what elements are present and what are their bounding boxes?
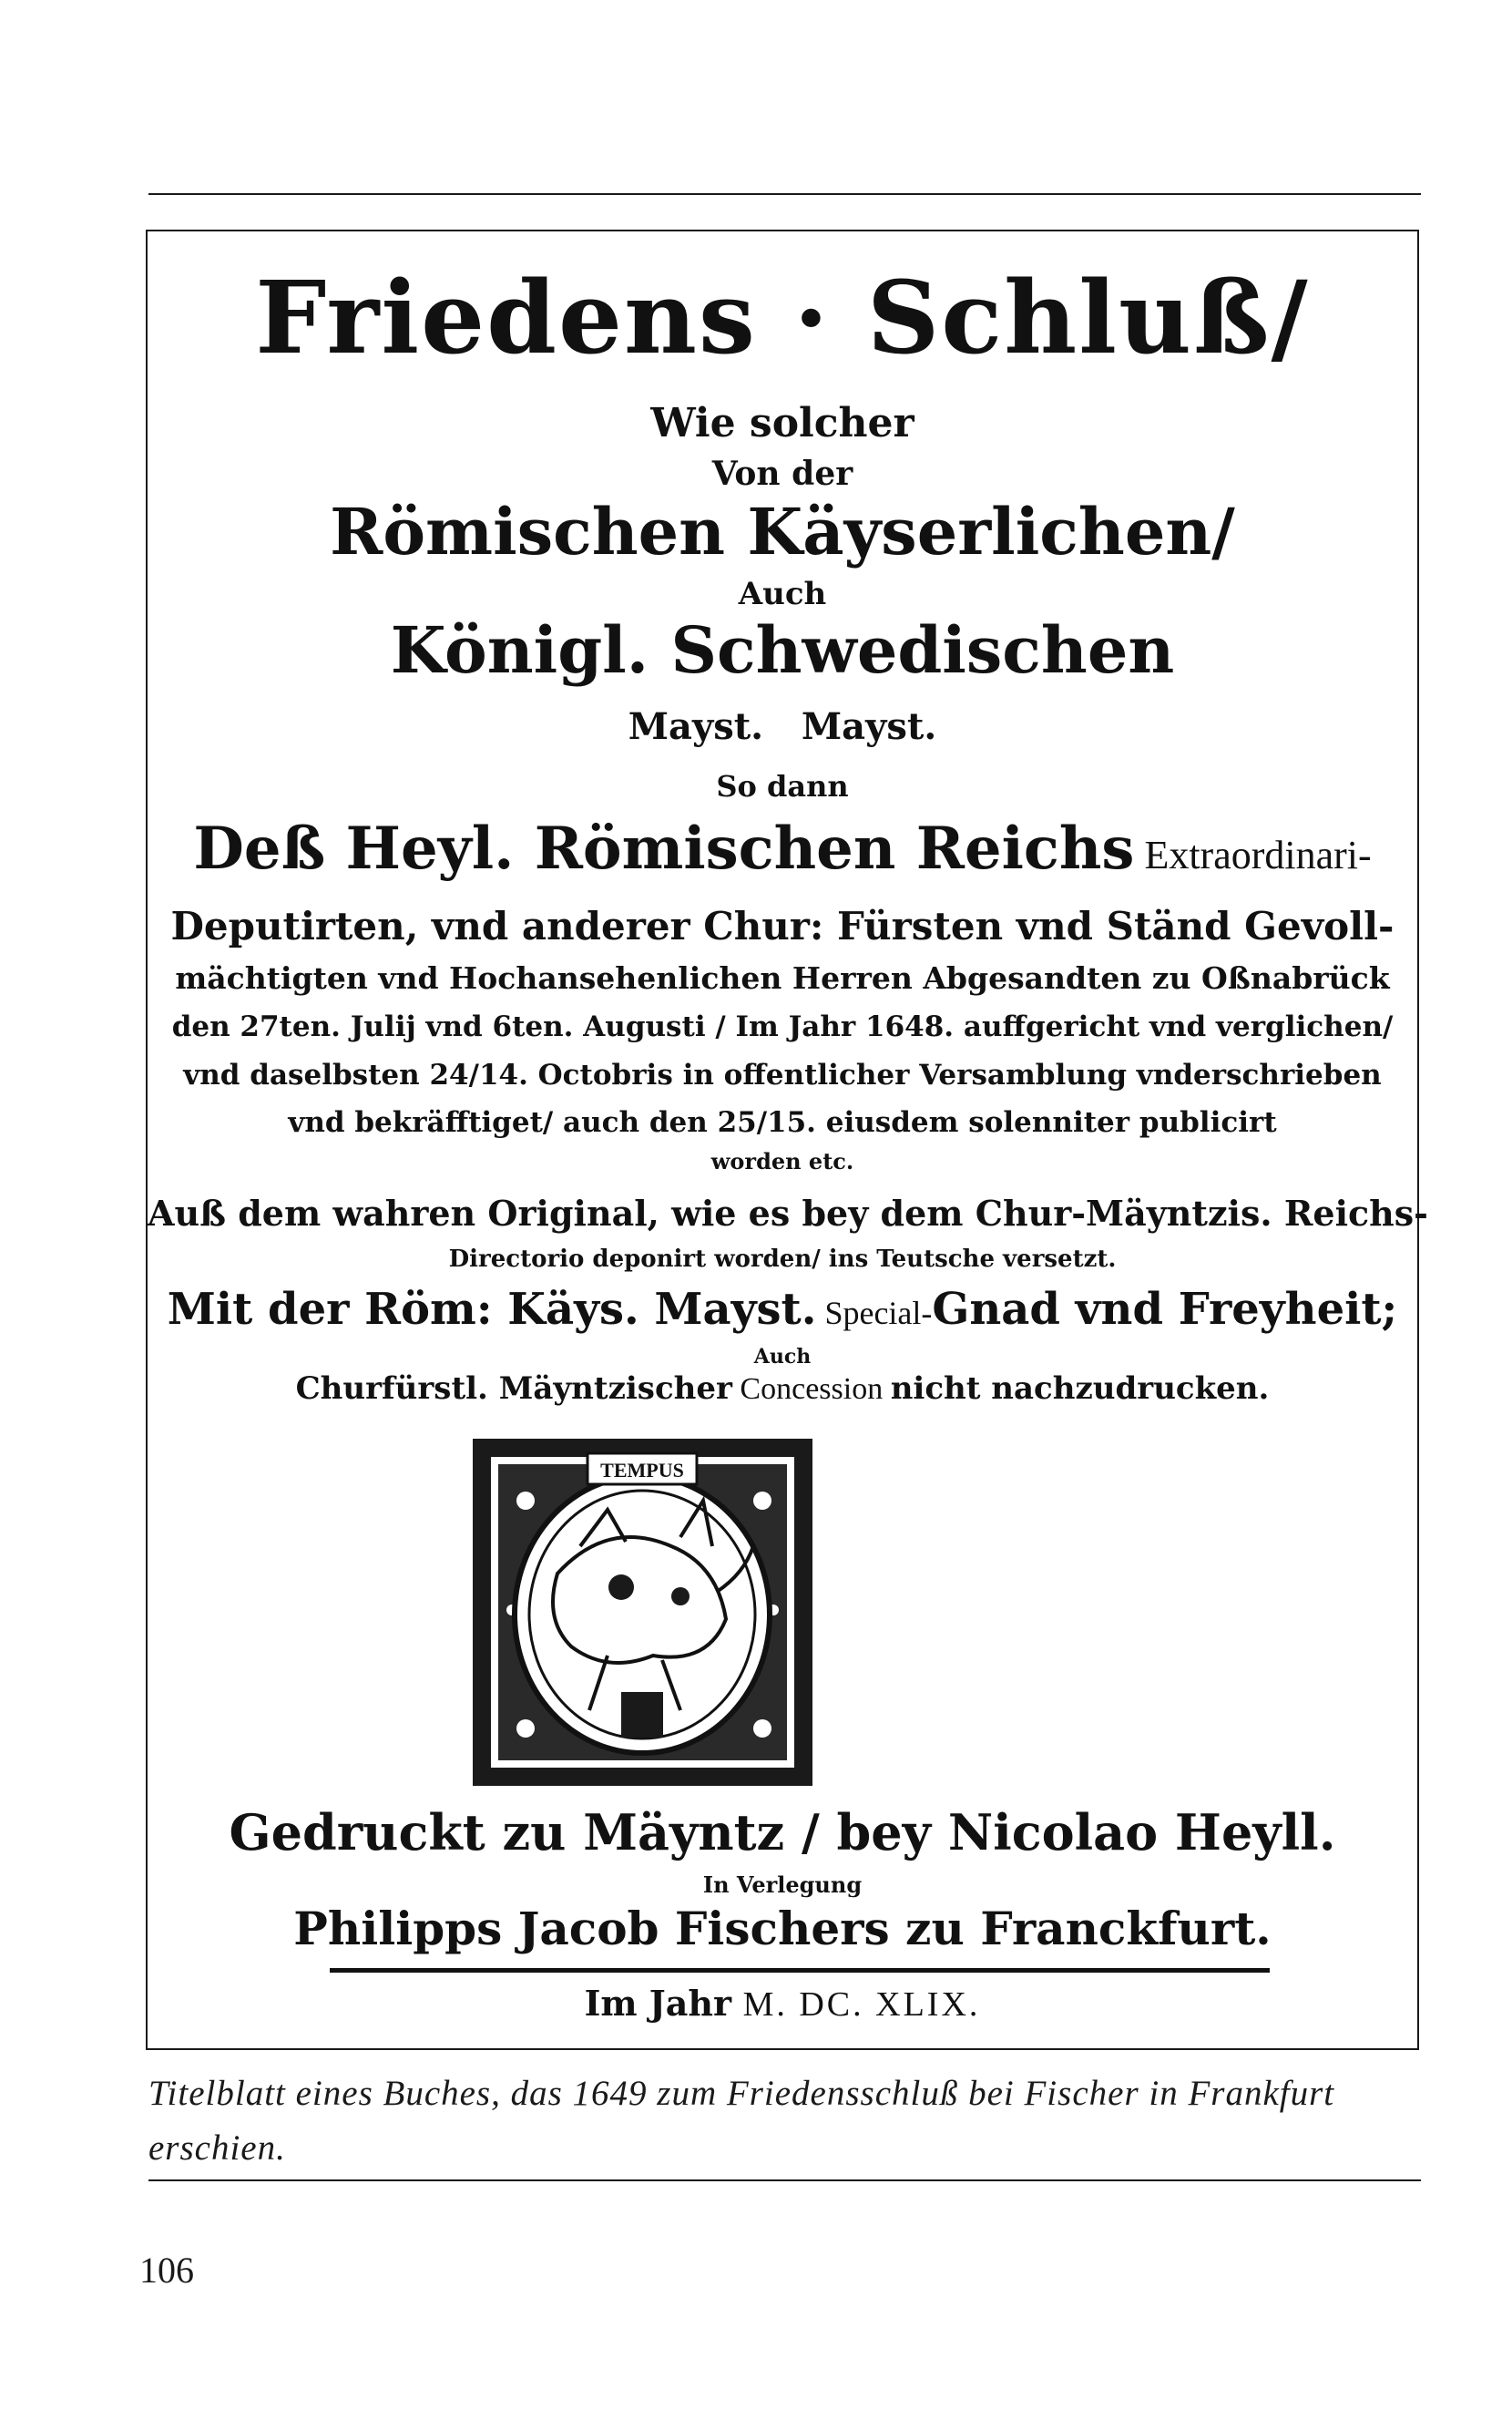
body-line-5: vnd bekräfftiget/ auch den 25/15. eiusdem solenniter publicirt [288, 1106, 1277, 1139]
privilege-roman: Special- [816, 1295, 933, 1331]
bottom-rule [148, 2179, 1421, 2181]
concession-fraktur-2: nicht nachzudrucken. [890, 1370, 1270, 1407]
subtitle-line-2: Von der [711, 455, 853, 493]
figure-caption: Titelblatt eines Buches, das 1649 zum Friedensschluß bei Fischer in Frankfurt erschien. [148, 2074, 1335, 2168]
privilege-fraktur-2: Gnad vnd Freyheit; [932, 1284, 1398, 1335]
concession-fraktur-1: Churfürstl. Mäyntzischer [295, 1370, 732, 1407]
main-title: Friedens · Schluß/ [255, 259, 1310, 376]
subtitle-line-8-roman: Extraordinari- [1134, 833, 1372, 877]
imprint-line-1: Gedruckt zu Mäyntz / bey Nicolao Heyll. [229, 1803, 1336, 1861]
body-line-4: vnd daselbsten 24/14. Octobris in offentlicher Versamblung vnderschrieben [183, 1059, 1382, 1092]
title-page-frame [146, 230, 1428, 2050]
concession-roman: Concession [731, 1372, 891, 1406]
subtitle-line-6: Mayst. Mayst. [628, 705, 937, 748]
subtitle-line-7: So dann [716, 769, 849, 804]
imprint-underline [330, 1968, 1270, 1973]
body-line-2: mächtigten vnd Hochansehenlichen Herren Abgesandten zu Oßnabrück [175, 960, 1390, 996]
top-rule [148, 193, 1421, 195]
body-line-3: den 27ten. Julij vnd 6ten. Augusti / Im Jahr 1648. auffgericht vnd verglichen/ [171, 1010, 1394, 1043]
subtitle-line-5: Königl. Schwedischen [390, 612, 1175, 688]
page-number: 106 [139, 2250, 194, 2291]
imprint-line-3: Philipps Jacob Fischers zu Franckfurt. [293, 1902, 1272, 1955]
body-line-7: Auß dem wahren Original, wie es bey dem Chur-Mäyntzis. Reichs- [148, 1193, 1428, 1234]
subtitle-line-3: Römischen Käyserlichen/ [330, 494, 1235, 569]
subtitle-line-8 [148, 815, 1417, 883]
body-line-1: Deputirten, vnd anderer Chur: Fürsten vnd Ständ Gevoll- [170, 904, 1395, 949]
subtitle-line-4: Auch [738, 576, 827, 612]
concession-line [148, 1370, 1417, 1407]
body-line-6: worden etc. [710, 1148, 854, 1174]
body-line-8: Directorio deponirt worden/ ins Teutsche versetzt. [448, 1246, 1117, 1273]
printer-device-woodcut [471, 1437, 814, 1788]
privilege-line [148, 1284, 1417, 1335]
imprint-line-2: In Verlegung [702, 1871, 863, 1898]
vignette-label: TEMPUS [600, 1459, 684, 1482]
year-roman: M. DC. XLIX. [731, 1985, 981, 2024]
year-prefix: Im Jahr [584, 1983, 732, 2024]
privilege-auch: Auch [753, 1345, 812, 1369]
imprint-year [148, 1983, 1417, 2025]
subtitle-line-8-fraktur: Deß Heyl. Römischen Reichs [193, 815, 1135, 883]
subtitle-line-1: Wie solcher [650, 400, 914, 446]
privilege-fraktur-1: Mit der Röm: Käys. Mayst. [167, 1284, 817, 1335]
